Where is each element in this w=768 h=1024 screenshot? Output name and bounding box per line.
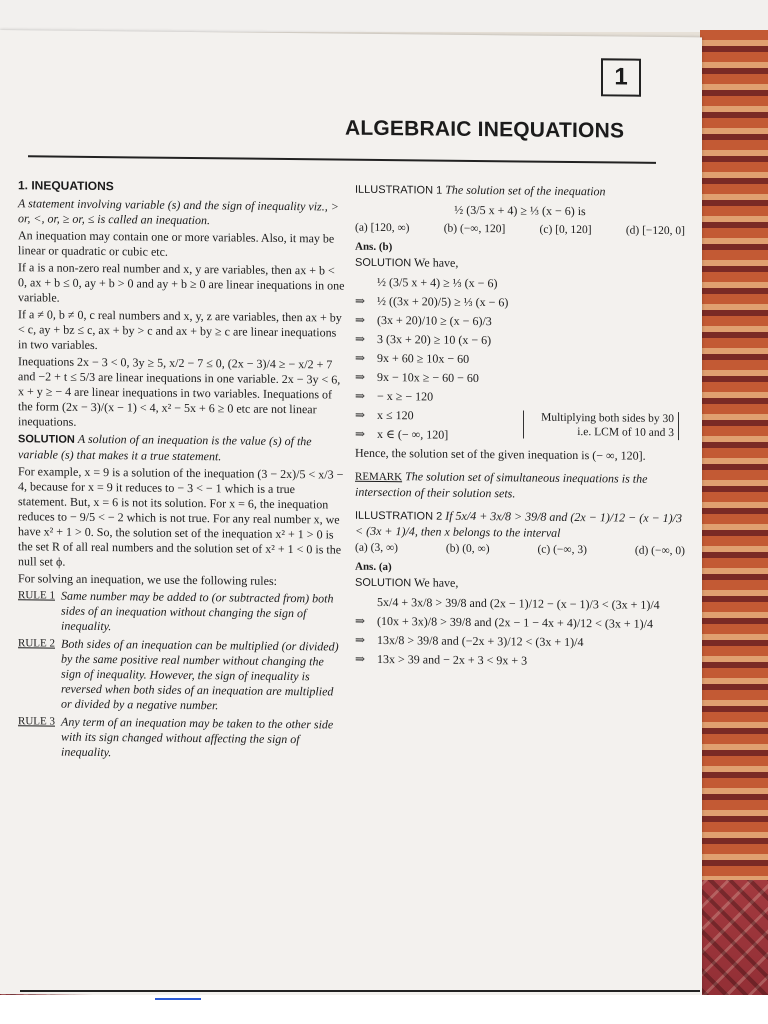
implies-arrow: ⇒ xyxy=(355,312,366,327)
solution-step xyxy=(355,633,685,651)
solution-label: SOLUTION xyxy=(355,256,412,270)
book-page xyxy=(0,30,702,1001)
bottom-divider xyxy=(20,990,700,992)
step-equation: 9x − 10x ≥ − 60 − 60 xyxy=(377,369,479,386)
illustration-2-answer: Ans. (a) xyxy=(355,560,392,574)
step-equation: ½ ((3x + 20)/5) ≥ ⅓ (x − 6) xyxy=(377,293,509,310)
step-equation: 3 (3x + 20) ≥ 10 (x − 6) xyxy=(377,331,492,348)
option-d: (d) (−∞, 0) xyxy=(634,544,685,558)
illustration-2-solution-label xyxy=(355,575,685,594)
illustration-2-steps xyxy=(355,595,685,670)
remark xyxy=(355,469,685,503)
rule-1 xyxy=(18,588,346,636)
solution-step xyxy=(355,652,685,670)
step-equation: 13x/8 > 39/8 and (−2x + 3)/12 < (3x + 1)/4 xyxy=(377,632,584,650)
illustration-2-text: If 5x/4 + 3x/8 > 39/8 and (2x − 1)/12 − (x − 1)/3 < (3x + 1)/4, then x belongs to the interval xyxy=(355,508,682,540)
background-fabric-stripe xyxy=(700,30,768,930)
rule-text: Both sides of an inequation can be multiplied (or divided) by the same positive real number without changing the sign of inequality. However, the sign of inequality is reversed when both sides of an inequation are multiplied or divided by a negative number. xyxy=(60,636,339,713)
implies-arrow: ⇒ xyxy=(355,632,366,647)
step-equation: 9x + 60 ≥ 10x − 60 xyxy=(377,350,470,366)
right-column xyxy=(355,182,685,674)
implies-arrow: ⇒ xyxy=(355,388,366,403)
paragraph-2: If a is a non-zero real number and x, y are variables, then ax + b < 0, ax + b ≤ 0, ay + b > 0 and ay + b ≥ 0 are linear inequations in one variable. xyxy=(18,260,345,305)
we-have-text: We have, xyxy=(414,255,459,270)
solution-step xyxy=(355,294,685,312)
step-equation: x ≤ 120 xyxy=(377,407,414,423)
solution-label: SOLUTION xyxy=(18,433,75,446)
option-c: (c) (−∞, 3) xyxy=(537,543,587,557)
option-c: (c) [0, 120] xyxy=(539,223,592,237)
illustration-1-solution-label xyxy=(355,255,685,274)
option-b: (b) (−∞, 120] xyxy=(443,222,506,236)
background-top xyxy=(0,0,768,32)
rule-2 xyxy=(18,636,346,714)
step-equation: 13x > 39 and − 2x + 3 < 9x + 3 xyxy=(377,651,528,668)
solution-label: SOLUTION xyxy=(355,576,412,590)
definition-text: A statement involving variable (s) and the sign of inequality viz., > or, <, or, ≥ or, ≤ is called an inequation. xyxy=(18,196,339,228)
illustration-1-options xyxy=(355,221,685,239)
section-heading: 1. INEQUATIONS xyxy=(18,178,114,194)
illustration-2-options xyxy=(355,541,685,559)
step-equation: − x ≥ − 120 xyxy=(377,388,434,404)
implies-arrow: ⇒ xyxy=(355,651,366,666)
chapter-number: 1 xyxy=(601,58,641,96)
illustration-1-conclusion: Hence, the solution set of the given inequation is (− ∞, 120]. xyxy=(355,445,646,463)
illustration-1-answer: Ans. (b) xyxy=(355,240,393,254)
implies-arrow: ⇒ xyxy=(355,293,366,308)
rules-intro: For solving an inequation, we use the following rules: xyxy=(18,571,277,588)
solution-step xyxy=(355,351,685,369)
implies-arrow: ⇒ xyxy=(355,407,366,422)
remark-label: REMARK xyxy=(355,470,403,484)
step-equation: (3x + 20)/10 ≥ (x − 6)/3 xyxy=(377,312,492,329)
lcm-note: Multiplying both sides by 30 i.e. LCM of 10 and 3 xyxy=(523,410,679,440)
solution-step xyxy=(355,614,685,632)
option-a: (a) [120, ∞) xyxy=(355,221,410,235)
option-a: (a) (3, ∞) xyxy=(355,541,398,555)
bottom-link-underline xyxy=(155,998,201,1000)
solution-step xyxy=(355,370,685,388)
illustration-1-label: ILLUSTRATION 1 xyxy=(355,183,443,197)
rule-label: RULE 3 xyxy=(18,715,55,728)
solution-definition xyxy=(18,431,346,465)
solution-step xyxy=(355,313,685,331)
paragraph-4: Inequations 2x − 3 < 0, 3y ≥ 5, x/2 − 7 ≤ 0, (2x − 3)/4 ≥ − x/2 + 7 and −2 + t ≤ 5/3 are linear inequations in one variable. 2x − 3y < 6, x + y ≥ − 4 are linear inequations in two variables. Inequations of the form (2x − 3)/(x − 1) < 4, x² − 5x + 6 ≥ 0 etc are not linear inequations. xyxy=(18,354,341,429)
illustration-1-inequation: ½ (3/5 x + 4) ≥ ⅓ (x − 6) is xyxy=(454,202,586,219)
title-divider xyxy=(28,155,656,164)
paragraph-1: An inequation may contain one or more variables. Also, it may be linear or quadratic or cubic etc. xyxy=(18,228,335,259)
rule-text: Any term of an inequation may be taken to the other side with its sign changed without affecting the sign of inequality. xyxy=(60,714,334,760)
step-equation: ½ (3/5 x + 4) ≥ ⅓ (x − 6) xyxy=(377,274,498,291)
rule-label: RULE 1 xyxy=(18,589,55,602)
solution-step xyxy=(355,389,685,407)
implies-arrow: ⇒ xyxy=(355,613,366,628)
illustration-1-text: The solution set of the inequation xyxy=(445,182,606,199)
rule-label: RULE 2 xyxy=(18,637,55,650)
left-column xyxy=(18,178,346,765)
implies-arrow: ⇒ xyxy=(355,350,366,365)
background-bottom xyxy=(0,995,768,1024)
solution-step xyxy=(355,595,685,613)
remark-text: The solution set of simultaneous inequations is the intersection of their solution sets. xyxy=(355,469,648,501)
solution-step xyxy=(355,332,685,350)
implies-arrow: ⇒ xyxy=(355,426,366,441)
option-b: (b) (0, ∞) xyxy=(445,542,490,556)
step-equation: x ∈ (− ∞, 120] xyxy=(377,426,449,442)
implies-arrow: ⇒ xyxy=(355,331,366,346)
illustration-2-header xyxy=(355,508,685,542)
rule-3 xyxy=(18,714,346,762)
example-paragraph: For example, x = 9 is a solution of the inequation (3 − 2x)/5 < x/3 − 4, because for x = 9 it reduces to − 3 < − 1 which is a true statement. But, x = 6 is not its solution. For x = 6, the inequation reduces to − 9/5 < − 2 which is not true. For any real number x, we have x² + 1 > 0. So, the solution set of the inequation x² + 1 > 0 is the set R of all real numbers and the solution set of x² + 1 < 0 is the null set ϕ. xyxy=(18,464,344,569)
we-have-text: We have, xyxy=(414,575,459,590)
option-d: (d) [−120, 0] xyxy=(625,224,685,238)
implies-arrow: ⇒ xyxy=(355,369,366,384)
illustration-2-label: ILLUSTRATION 2 xyxy=(355,509,443,523)
chapter-title: ALGEBRAIC INEQUATIONS xyxy=(345,116,625,143)
paragraph-3: If a ≠ 0, b ≠ 0, c real numbers and x, y, z are variables, then ax + by < c, ay + bz ≤ c, ax + by > c and ax + by ≥ c are linear inequations in two variables. xyxy=(18,307,342,353)
step-equation: (10x + 3x)/8 > 39/8 and (2x − 1 − 4x + 4)/12 < (3x + 1)/4 xyxy=(377,613,654,631)
rule-text: Same number may be added to (or subtracted from) both sides of an inequation without changing the sign of inequality. xyxy=(60,588,334,634)
illustration-1-header xyxy=(355,182,685,201)
step-equation: 5x/4 + 3x/8 > 39/8 and (2x − 1)/12 − (x − 1)/3 < (3x + 1)/4 xyxy=(377,594,660,612)
solution-step xyxy=(355,275,685,293)
solution-definition-text: A solution of an inequation is the value (s) of the variable (s) that makes it a true statement. xyxy=(18,431,312,464)
